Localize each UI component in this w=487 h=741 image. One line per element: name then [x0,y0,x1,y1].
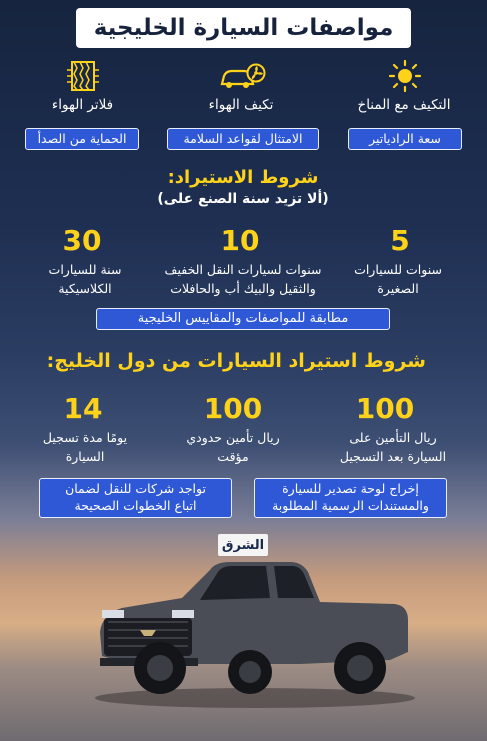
banner-line: والمستندات الرسمية المطلوبة [272,498,429,513]
gulf-number-insurance: 100 [355,392,415,425]
desc-line: الكلاسيكية [58,281,112,297]
import-number-small-cars: 5 [390,224,410,257]
car-fan-icon [218,62,266,92]
gulf-number-registration-days: 14 [63,392,103,425]
desc-line: سنة للسيارات [48,262,122,277]
desc-line: والثقيل والبيك أب والحافلات [170,281,316,297]
desc-line: السيارة [65,449,105,465]
tag-safety-compliance: الامتثال لقواعد السلامة [167,128,319,150]
tag-rust-protection: الحماية من الصدأ [25,128,139,150]
sun-icon [389,60,421,92]
banner-line: تواجد شركات للنقل لضمان [65,481,206,497]
gulf-number-border-insurance: 100 [203,392,263,425]
desc-line: السيارة بعد التسجيل [339,449,447,465]
gulf-desc-border-insurance [168,428,298,467]
feature-label-filters: فلاتر الهواء [51,97,114,113]
desc-line: مؤقت [217,449,249,465]
shipping-companies-banner [39,478,232,518]
air-filter-icon [66,60,100,92]
gulf-desc-insurance [318,428,468,467]
feature-label-ac: تكيف الهواء [208,97,274,113]
import-desc-small-cars [336,260,460,299]
import-conditions-subtitle: (ألا تزيد سنة الصنع على) [157,191,329,207]
export-plate-banner [254,478,447,518]
page-title [76,8,411,48]
desc-line: ريال التأمين على [349,430,437,445]
desc-line: ريال تأمين حدودي [186,430,280,445]
logo-text: الشرق [221,537,265,553]
desc-line: يومًا مدة تسجيل [42,430,128,445]
banner-line: إخراج لوحة تصدير للسيارة [282,481,419,497]
import-number-trucks: 10 [220,224,260,257]
desc-line: سنوات لسيارات النقل الخفيف [164,262,322,277]
gcc-standards-banner: مطابقة للمواصفات والمقاييس الخليجية [96,308,390,330]
import-number-classic: 30 [62,224,102,257]
tag-radiator-capacity: سعة الرادياتير [348,128,462,150]
desc-line: سنوات للسيارات [354,262,442,277]
import-desc-trucks [148,260,338,299]
page-title-text: مواصفات السيارة الخليجية [93,15,394,41]
feature-label-climate: التكيف مع المناخ [357,97,451,113]
gulf-desc-registration-days [30,428,140,467]
asharq-logo [218,534,268,556]
desc-line: الصغيرة [377,281,419,297]
gulf-import-title: شروط استيراد السيارات من دول الخليج: [46,350,426,372]
import-desc-classic [30,260,140,299]
banner-line: اتباع الخطوات الصحيحة [74,498,197,513]
pickup-truck-image [90,560,420,710]
import-conditions-title: شروط الاستيراد: [167,167,319,188]
